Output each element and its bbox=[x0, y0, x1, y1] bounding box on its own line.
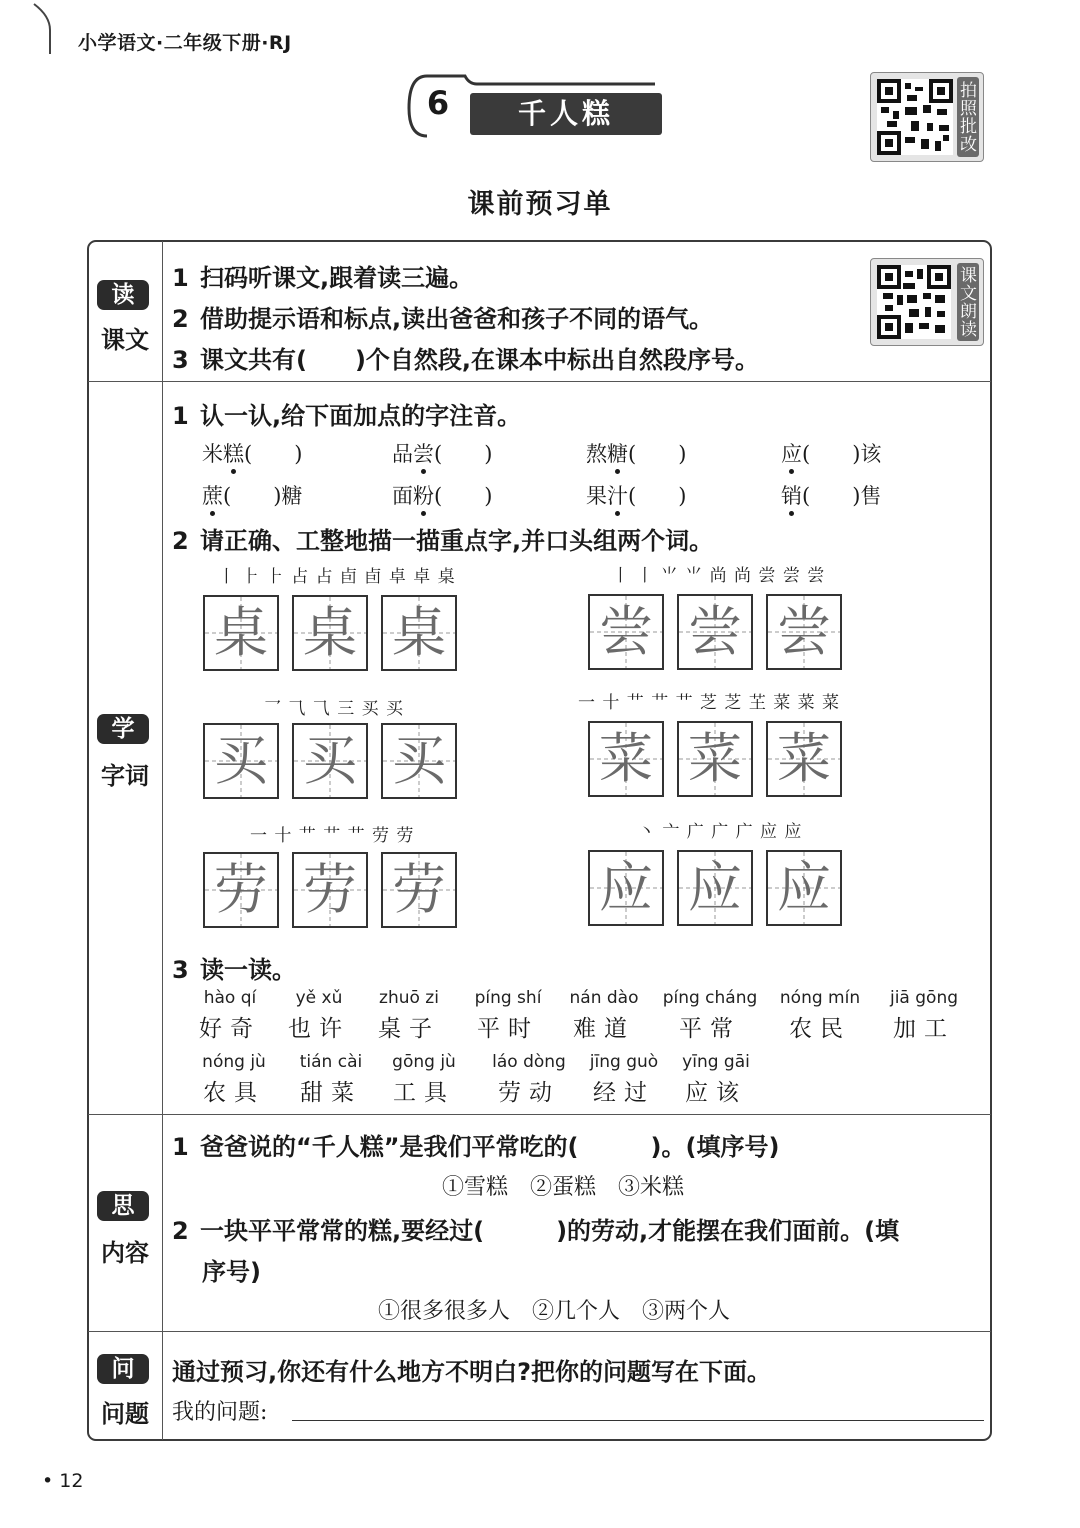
learn-question-2: 2 请正确、工整地描一描重点字,并口头组两个词。 bbox=[172, 527, 714, 555]
think-question-1[interactable]: 1 爸爸说的“千人糕”是我们平常吃的( )。(填序号) bbox=[172, 1133, 780, 1161]
tracing-grid-box[interactable] bbox=[292, 852, 368, 928]
book-title: 小学语文·二年级下册·RJ bbox=[78, 32, 292, 54]
pinyin-item[interactable]: 品尝( ) bbox=[392, 438, 492, 468]
qr-code-icon bbox=[877, 79, 953, 155]
tracing-grid-box[interactable] bbox=[766, 721, 842, 797]
tracing-character: 买 bbox=[303, 729, 357, 792]
vocab-word: láo dòng 劳动 bbox=[492, 1052, 566, 1106]
tracing-character: 劳 bbox=[303, 858, 357, 921]
table-column-divider bbox=[162, 241, 163, 1440]
tracing-character: 尝 bbox=[599, 600, 653, 663]
stroke-order: 丨 丨 ⺌ ⺌ 尚 尚 尝 尝 尝 bbox=[612, 566, 826, 586]
tracing-character: 菜 bbox=[688, 727, 742, 790]
tracing-grid-box[interactable] bbox=[203, 595, 279, 671]
my-question-answer-line[interactable] bbox=[292, 1420, 984, 1421]
qr-grading-label: 拍照批改 bbox=[957, 77, 979, 157]
pinyin-item[interactable]: 熬糖( ) bbox=[586, 438, 686, 468]
tracing-character: 劳 bbox=[214, 858, 268, 921]
tracing-character: 应 bbox=[599, 856, 653, 919]
tracing-grid-box[interactable] bbox=[381, 723, 457, 799]
lesson-title: 千人糕 bbox=[517, 97, 614, 130]
stroke-order: 一 十 艹 艹 艹 劳 劳 bbox=[250, 826, 415, 846]
vocab-word: hào qí 好奇 bbox=[199, 988, 261, 1042]
page-corner-mark bbox=[0, 0, 54, 54]
tracing-grid-box[interactable] bbox=[677, 594, 753, 670]
vocab-word: tián cài 甜菜 bbox=[299, 1052, 363, 1106]
tracing-character: 尝 bbox=[777, 600, 831, 663]
tracing-character: 桌 bbox=[303, 601, 357, 664]
vocab-word: nóng jù 农具 bbox=[202, 1052, 266, 1106]
tracing-grid-box[interactable] bbox=[292, 723, 368, 799]
stroke-order: 丶 亠 广 广 广 应 应 bbox=[638, 822, 803, 842]
section-label-read: 课文 bbox=[101, 326, 149, 354]
tracing-grid-box[interactable] bbox=[203, 723, 279, 799]
tracing-character: 劳 bbox=[392, 858, 446, 921]
tracing-grid-box[interactable] bbox=[766, 594, 842, 670]
tracing-character: 应 bbox=[688, 856, 742, 919]
tracing-character: 买 bbox=[214, 729, 268, 792]
tracing-grid-box[interactable] bbox=[588, 721, 664, 797]
vocab-word: gōng jù 工具 bbox=[392, 1052, 456, 1106]
pinyin-item[interactable]: 销( )售 bbox=[781, 480, 881, 510]
qr-code-reading[interactable] bbox=[870, 258, 984, 346]
think-question-2-cont: 序号) bbox=[202, 1258, 261, 1286]
pinyin-item[interactable]: 蔗( )糖 bbox=[202, 480, 302, 510]
vocab-word: yīng gāi 应该 bbox=[682, 1052, 750, 1106]
vocab-word: nóng mín 农民 bbox=[779, 988, 861, 1042]
tracing-grid-box[interactable] bbox=[588, 850, 664, 926]
tracing-character: 菜 bbox=[777, 727, 831, 790]
vocab-word: píng shí 平时 bbox=[474, 988, 542, 1042]
tracing-grid-box[interactable] bbox=[381, 852, 457, 928]
lesson-number: 6 bbox=[426, 84, 450, 122]
stroke-order: 乛 ⺄ ⺄ 三 买 买 bbox=[264, 699, 405, 719]
think-q1-options: ①雪糕 ②蛋糕 ③米糕 bbox=[442, 1175, 685, 1200]
vocab-word: zhuō zi 桌子 bbox=[378, 988, 440, 1042]
tracing-character: 菜 bbox=[599, 727, 653, 790]
tracing-grid-box[interactable] bbox=[677, 850, 753, 926]
tracing-grid-box[interactable] bbox=[381, 595, 457, 671]
tracing-character: 买 bbox=[392, 729, 446, 792]
vocab-word: píng cháng 平常 bbox=[662, 988, 758, 1042]
learn-question-3: 3 读一读。 bbox=[172, 956, 296, 984]
pinyin-item[interactable]: 面粉( ) bbox=[392, 480, 492, 510]
pinyin-item[interactable]: 米糕( ) bbox=[202, 438, 302, 468]
section-badge-learn: 学 bbox=[97, 714, 149, 744]
vocab-word: nán dào 难道 bbox=[569, 988, 639, 1042]
stroke-order: 一 十 艹 艹 艹 芝 芝 芏 菜 菜 菜 bbox=[578, 693, 841, 713]
section-badge-read: 读 bbox=[97, 280, 149, 310]
pinyin-item[interactable]: 果汁( ) bbox=[586, 480, 686, 510]
read-item-1: 1 扫码听课文,跟着读三遍。 bbox=[172, 264, 474, 292]
vocab-word: yě xǔ 也许 bbox=[288, 988, 350, 1042]
qr-code-grading[interactable] bbox=[870, 72, 984, 162]
think-question-2[interactable]: 2 一块平平常常的糕,要经过( )的劳动,才能摆在我们面前。(填 bbox=[172, 1217, 900, 1245]
tracing-grid-box[interactable] bbox=[203, 852, 279, 928]
tracing-grid-box[interactable] bbox=[588, 594, 664, 670]
table-row-divider bbox=[88, 1331, 991, 1332]
table-row-divider bbox=[88, 381, 991, 382]
learn-question-1: 1 认一认,给下面加点的字注音。 bbox=[172, 402, 522, 430]
page-number: • 12 bbox=[42, 1470, 84, 1492]
tracing-character: 尝 bbox=[688, 600, 742, 663]
section-label-ask: 问题 bbox=[101, 1400, 149, 1428]
pinyin-item[interactable]: 应( )该 bbox=[781, 438, 881, 468]
tracing-character: 桌 bbox=[392, 601, 446, 664]
qr-code-icon bbox=[877, 265, 951, 339]
tracing-character: 应 bbox=[777, 856, 831, 919]
vocab-word: jiā gōng 加工 bbox=[889, 988, 959, 1042]
qr-reading-label: 课文朗读 bbox=[957, 263, 979, 341]
tracing-character: 桌 bbox=[214, 601, 268, 664]
section-label-learn: 字词 bbox=[101, 762, 149, 790]
ask-prompt: 通过预习,你还有什么地方不明白?把你的问题写在下面。 bbox=[172, 1358, 772, 1386]
read-item-3[interactable]: 3 课文共有( )个自然段,在课本中标出自然段序号。 bbox=[172, 346, 760, 374]
tracing-grid-box[interactable] bbox=[766, 850, 842, 926]
think-q2-options: ①很多很多人 ②几个人 ③两个人 bbox=[378, 1299, 731, 1324]
read-item-2: 2 借助提示语和标点,读出爸爸和孩子不同的语气。 bbox=[172, 305, 714, 333]
my-question-label: 我的问题: bbox=[172, 1400, 268, 1425]
stroke-order: 丨 ⺊ ⺊ 占 占 卣 卣 卓 卓 桌 bbox=[218, 567, 456, 587]
page-subtitle: 课前预习单 bbox=[467, 189, 613, 220]
section-badge-ask: 问 bbox=[97, 1354, 149, 1384]
table-row-divider bbox=[88, 1114, 991, 1115]
section-label-think: 内容 bbox=[101, 1239, 149, 1267]
vocab-word: jīng guò 经过 bbox=[589, 1052, 659, 1106]
tracing-grid-box[interactable] bbox=[677, 721, 753, 797]
tracing-grid-box[interactable] bbox=[292, 595, 368, 671]
section-badge-think: 思 bbox=[97, 1191, 149, 1221]
